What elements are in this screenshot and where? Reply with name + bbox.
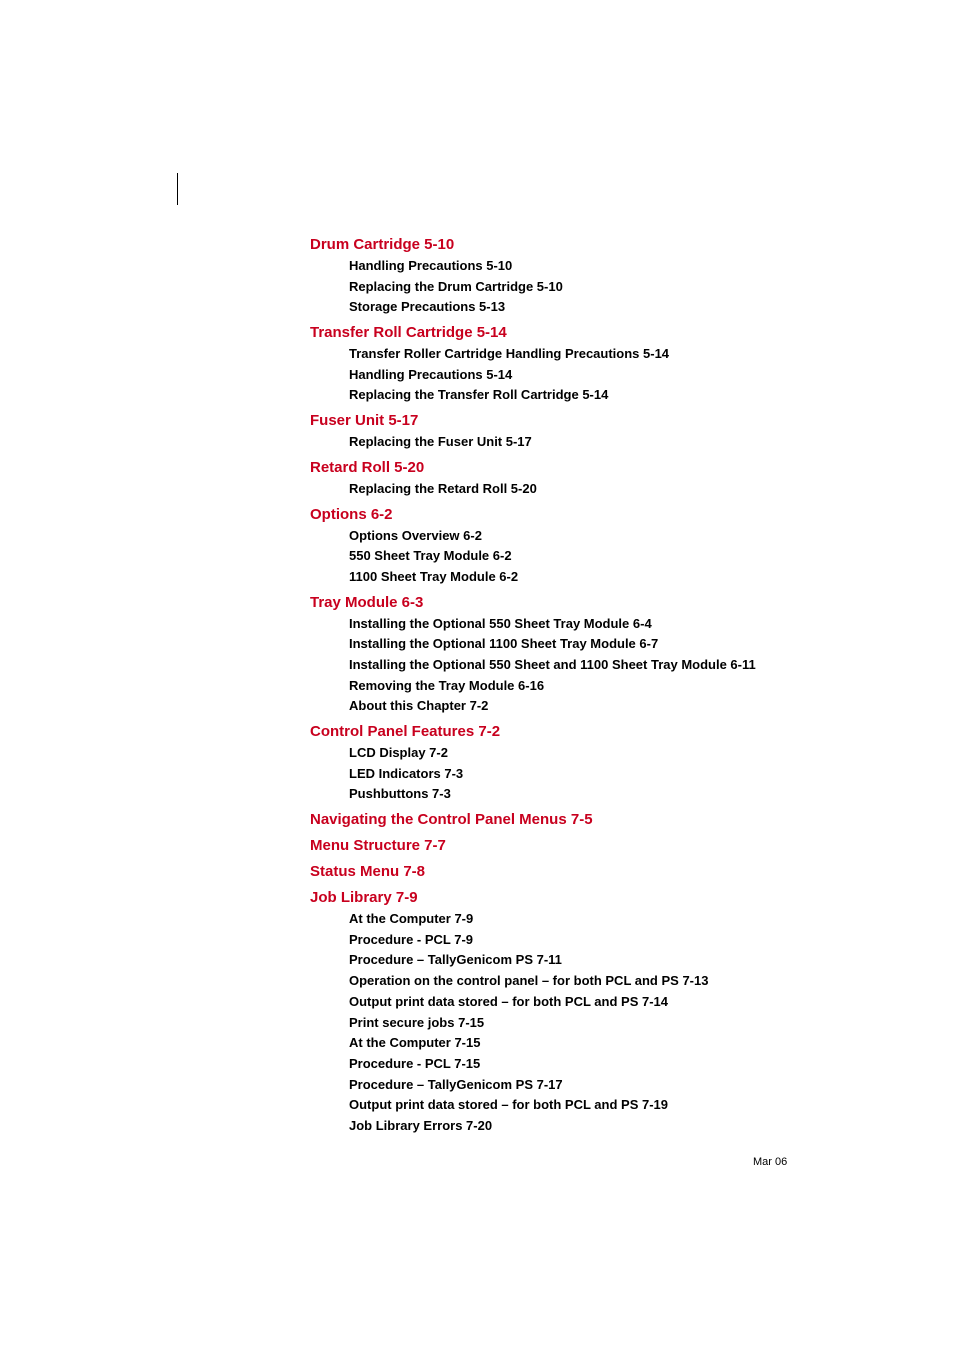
toc-subentry-link[interactable]: 550 Sheet Tray Module 6-2	[349, 548, 512, 564]
toc-section	[0, 592, 954, 717]
toc-subentry-link[interactable]: Replacing the Fuser Unit 5-17	[349, 434, 532, 450]
toc-subentry-link[interactable]: Replacing the Transfer Roll Cartridge 5-14	[349, 387, 609, 403]
toc-subentry-link[interactable]: Output print data stored – for both PCL and PS 7-14	[349, 993, 669, 1009]
toc-heading-link[interactable]: Menu Structure 7-7	[310, 837, 446, 855]
toc-subentry-link[interactable]: Print secure jobs 7-15	[349, 1014, 485, 1030]
toc-subentry-link[interactable]: Installing the Optional 550 Sheet Tray Module 6-4	[349, 615, 652, 631]
toc-heading-link[interactable]: Navigating the Control Panel Menus 7-5	[310, 811, 593, 829]
toc-section	[0, 457, 954, 500]
toc-subentry-link[interactable]: 1100 Sheet Tray Module 6-2	[349, 568, 519, 584]
toc-section	[0, 322, 954, 406]
toc-heading-link[interactable]: Control Panel Features 7-2	[310, 723, 501, 740]
toc-subentry-link[interactable]: Options Overview 6-2	[349, 527, 482, 543]
toc-subentry-link[interactable]: Replacing the Drum Cartridge 5-10	[349, 278, 563, 294]
toc-heading-link[interactable]: Fuser Unit 5-17	[310, 412, 419, 430]
toc-subentry-link[interactable]: Procedure – TallyGenicom PS 7-17	[349, 1076, 563, 1092]
toc-subentry-link[interactable]: Storage Precautions 5-13	[349, 299, 506, 315]
margin-change-bar	[177, 173, 178, 205]
toc-subentry-link[interactable]: About this Chapter 7-2	[349, 698, 489, 714]
toc-heading-link[interactable]: Job Library 7-9	[310, 889, 418, 907]
toc-subentry-link[interactable]: At the Computer 7-15	[349, 1035, 481, 1051]
toc-subentry-link[interactable]: Procedure – TallyGenicom PS 7-11	[349, 952, 562, 968]
toc-section	[0, 861, 954, 883]
toc-section	[0, 809, 954, 831]
toc-heading-link[interactable]: Tray Module 6-3	[310, 593, 424, 611]
toc-subentry-link[interactable]: Operation on the control panel – for both PCL and PS 7-13	[349, 973, 709, 989]
toc-subentry-link[interactable]: Procedure - PCL 7-15	[349, 1055, 481, 1071]
table-of-contents	[0, 234, 954, 1137]
toc-section	[0, 504, 954, 588]
toc-subentry-link[interactable]: Handling Precautions 5-10	[349, 258, 513, 273]
toc-subentry-link[interactable]: Installing the Optional 550 Sheet and 1100 Sheet Tray Module 6-11	[349, 656, 756, 672]
toc-subentry-link[interactable]: Transfer Roller Cartridge Handling Precautions 5-14	[349, 346, 670, 362]
toc-subentry-link[interactable]: Handling Precautions 5-14	[349, 366, 513, 382]
toc-heading-link[interactable]: Drum Cartridge 5-10	[310, 236, 455, 253]
toc-section	[0, 410, 954, 453]
toc-subentry-link[interactable]: LED Indicators 7-3	[349, 765, 464, 781]
toc-section	[0, 887, 954, 1137]
toc-heading-link[interactable]: Retard Roll 5-20	[310, 458, 425, 476]
toc-subentry-link[interactable]: Procedure - PCL 7-9	[349, 931, 474, 947]
toc-subentry-link[interactable]: Job Library Errors 7-20	[349, 1117, 493, 1133]
toc-heading-link[interactable]: Transfer Roll Cartridge 5-14	[310, 324, 507, 342]
toc-section	[0, 234, 954, 318]
toc-subentry-link[interactable]: Replacing the Retard Roll 5-20	[349, 480, 537, 496]
footer-date: Mar 06	[753, 1156, 788, 1168]
toc-subentry-link[interactable]: LCD Display 7-2	[349, 745, 448, 760]
toc-subentry-link[interactable]: Output print data stored – for both PCL and PS 7-19	[349, 1097, 669, 1113]
toc-subentry-link[interactable]: Installing the Optional 1100 Sheet Tray Module 6-7	[349, 636, 659, 652]
toc-subentry-link[interactable]: Removing the Tray Module 6-16	[349, 677, 545, 693]
toc-section	[0, 835, 954, 857]
toc-heading-link[interactable]: Status Menu 7-8	[310, 863, 426, 881]
toc-subentry-link[interactable]: At the Computer 7-9	[349, 911, 474, 927]
toc-section	[0, 721, 954, 805]
toc-subentry-link[interactable]: Pushbuttons 7-3	[349, 786, 451, 802]
toc-heading-link[interactable]: Options 6-2	[310, 505, 393, 523]
